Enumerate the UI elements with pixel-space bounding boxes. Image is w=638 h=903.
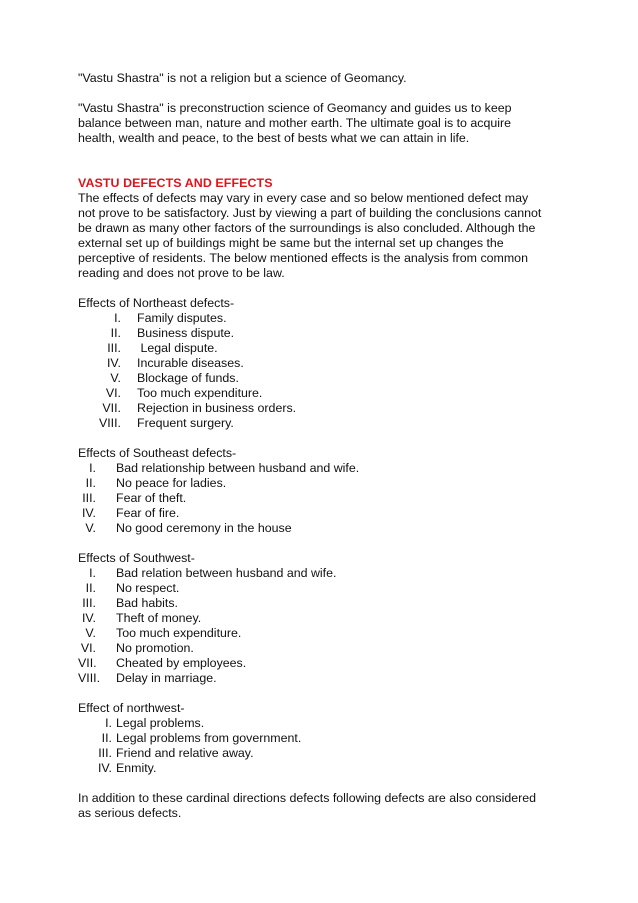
list-numeral: II.: [110, 326, 121, 340]
list-numeral: V.: [110, 371, 121, 385]
list-item: [78, 341, 578, 356]
list-item: [78, 611, 578, 626]
list-item: [78, 641, 578, 656]
list-text: Bad relation between husband and wife.: [116, 566, 337, 580]
list-numeral: VII.: [102, 401, 121, 415]
northeast-title: Effects of Northeast defects-: [78, 296, 235, 310]
list-item: [78, 581, 578, 596]
list-numeral: II.: [101, 731, 112, 745]
list-text: Delay in marriage.: [116, 671, 217, 685]
list-text: Legal problems from government.: [116, 731, 302, 745]
list-numeral: I.: [89, 566, 96, 580]
list-numeral: IV.: [97, 761, 112, 775]
list-text: Business dispute.: [137, 326, 235, 340]
document-page: [78, 71, 578, 821]
list-item: [78, 416, 578, 431]
list-item: [78, 401, 578, 416]
list-numeral: V.: [85, 626, 96, 640]
list-numeral: VI.: [105, 386, 121, 400]
list-text: No good ceremony in the house: [116, 521, 292, 535]
list-text: Incurable diseases.: [137, 356, 244, 370]
southwest-title: Effects of Southwest-: [78, 551, 195, 565]
list-item: [78, 596, 578, 611]
list-text: Theft of money.: [116, 611, 202, 625]
list-numeral: IV.: [106, 356, 121, 370]
list-numeral: I.: [89, 461, 96, 475]
list-item: [78, 386, 578, 401]
list-numeral: VIII.: [78, 671, 101, 685]
list-text: Enmity.: [116, 761, 157, 775]
list-item: [78, 476, 578, 491]
northwest-title: Effect of northwest-: [78, 701, 185, 715]
list-text: Legal problems.: [116, 716, 205, 730]
southwest-list: [78, 566, 578, 686]
northwest-list: [78, 716, 578, 776]
closing-paragraph-line: as serious defects.: [78, 806, 182, 820]
southeast-title: Effects of Southeast defects-: [78, 446, 237, 460]
list-item: [78, 731, 578, 746]
list-text: Bad relationship between husband and wife.: [116, 461, 360, 475]
list-text: Blockage of funds.: [137, 371, 239, 385]
list-text: Rejection in business orders.: [137, 401, 297, 415]
list-numeral: III.: [82, 491, 96, 505]
list-text: Fear of theft.: [116, 491, 187, 505]
list-numeral: V.: [85, 521, 96, 535]
list-item: [78, 746, 578, 761]
section-body-line: external set up of buildings might be same but the internal set up changes the: [78, 236, 504, 250]
list-item: [78, 716, 578, 731]
intro-line: "Vastu Shastra" is not a religion but a science of Geomancy.: [78, 71, 407, 85]
list-text: No promotion.: [116, 641, 194, 655]
northeast-list: [78, 311, 578, 431]
section-body-line: reading and does not prove to be law.: [78, 266, 285, 280]
southeast-list: [78, 461, 578, 536]
list-numeral: VIII.: [98, 416, 121, 430]
list-item: [78, 371, 578, 386]
intro-paragraph: [78, 101, 578, 146]
section-body: [78, 191, 578, 281]
list-numeral: IV.: [81, 611, 96, 625]
list-item: [78, 761, 578, 776]
list-numeral: II.: [85, 581, 96, 595]
intro-paragraph-line: balance between man, nature and mother earth. The ultimate goal is to acquire: [78, 116, 512, 130]
list-text: Friend and relative away.: [116, 746, 254, 760]
intro-paragraph-line: "Vastu Shastra" is preconstruction science of Geomancy and guides us to keep: [78, 101, 512, 115]
list-item: [78, 521, 578, 536]
list-numeral: I.: [105, 716, 112, 730]
section-body-line: be drawn as many other factors of the surroundings is also concluded. Although the: [78, 221, 536, 235]
list-item: [78, 671, 578, 686]
list-numeral: II.: [85, 476, 96, 490]
section-body-line: The effects of defects may vary in every case and so below mentioned defect may: [78, 191, 529, 205]
list-item: [78, 506, 578, 521]
list-item: [78, 491, 578, 506]
list-text: No peace for ladies.: [116, 476, 227, 490]
list-text: Cheated by employees.: [116, 656, 247, 670]
intro-paragraph-line: health, wealth and peace, to the best of bests what we can attain in life.: [78, 131, 470, 145]
closing-paragraph: [78, 791, 578, 821]
list-numeral: VI.: [80, 641, 96, 655]
section-body-line: not prove to be satisfactory. Just by viewing a part of building the conclusions cannot: [78, 206, 542, 220]
list-text: Bad habits.: [116, 596, 178, 610]
list-item: [78, 566, 578, 581]
list-item: [78, 326, 578, 341]
list-text: No respect.: [116, 581, 180, 595]
section-body-line: perceptive of residents. The below mentioned effects is the analysis from common: [78, 251, 528, 265]
list-text: Too much expenditure.: [137, 386, 263, 400]
list-item: [78, 656, 578, 671]
list-numeral: IV.: [81, 506, 96, 520]
list-text: Family disputes.: [137, 311, 227, 325]
list-item: [78, 626, 578, 641]
list-text: Frequent surgery.: [137, 416, 234, 430]
list-numeral: I.: [114, 311, 121, 325]
list-numeral: VII.: [78, 656, 97, 670]
list-item: [78, 311, 578, 326]
closing-paragraph-line: In addition to these cardinal directions defects following defects are also considered: [78, 791, 537, 805]
section-heading: VASTU DEFECTS AND EFFECTS: [78, 176, 273, 190]
list-text: Fear of fire.: [116, 506, 180, 520]
list-numeral: III.: [98, 746, 112, 760]
list-text: Legal dispute.: [137, 341, 218, 355]
list-numeral: III.: [82, 596, 96, 610]
list-text: Too much expenditure.: [116, 626, 242, 640]
list-item: [78, 356, 578, 371]
list-item: [78, 461, 578, 476]
list-numeral: III.: [107, 341, 121, 355]
